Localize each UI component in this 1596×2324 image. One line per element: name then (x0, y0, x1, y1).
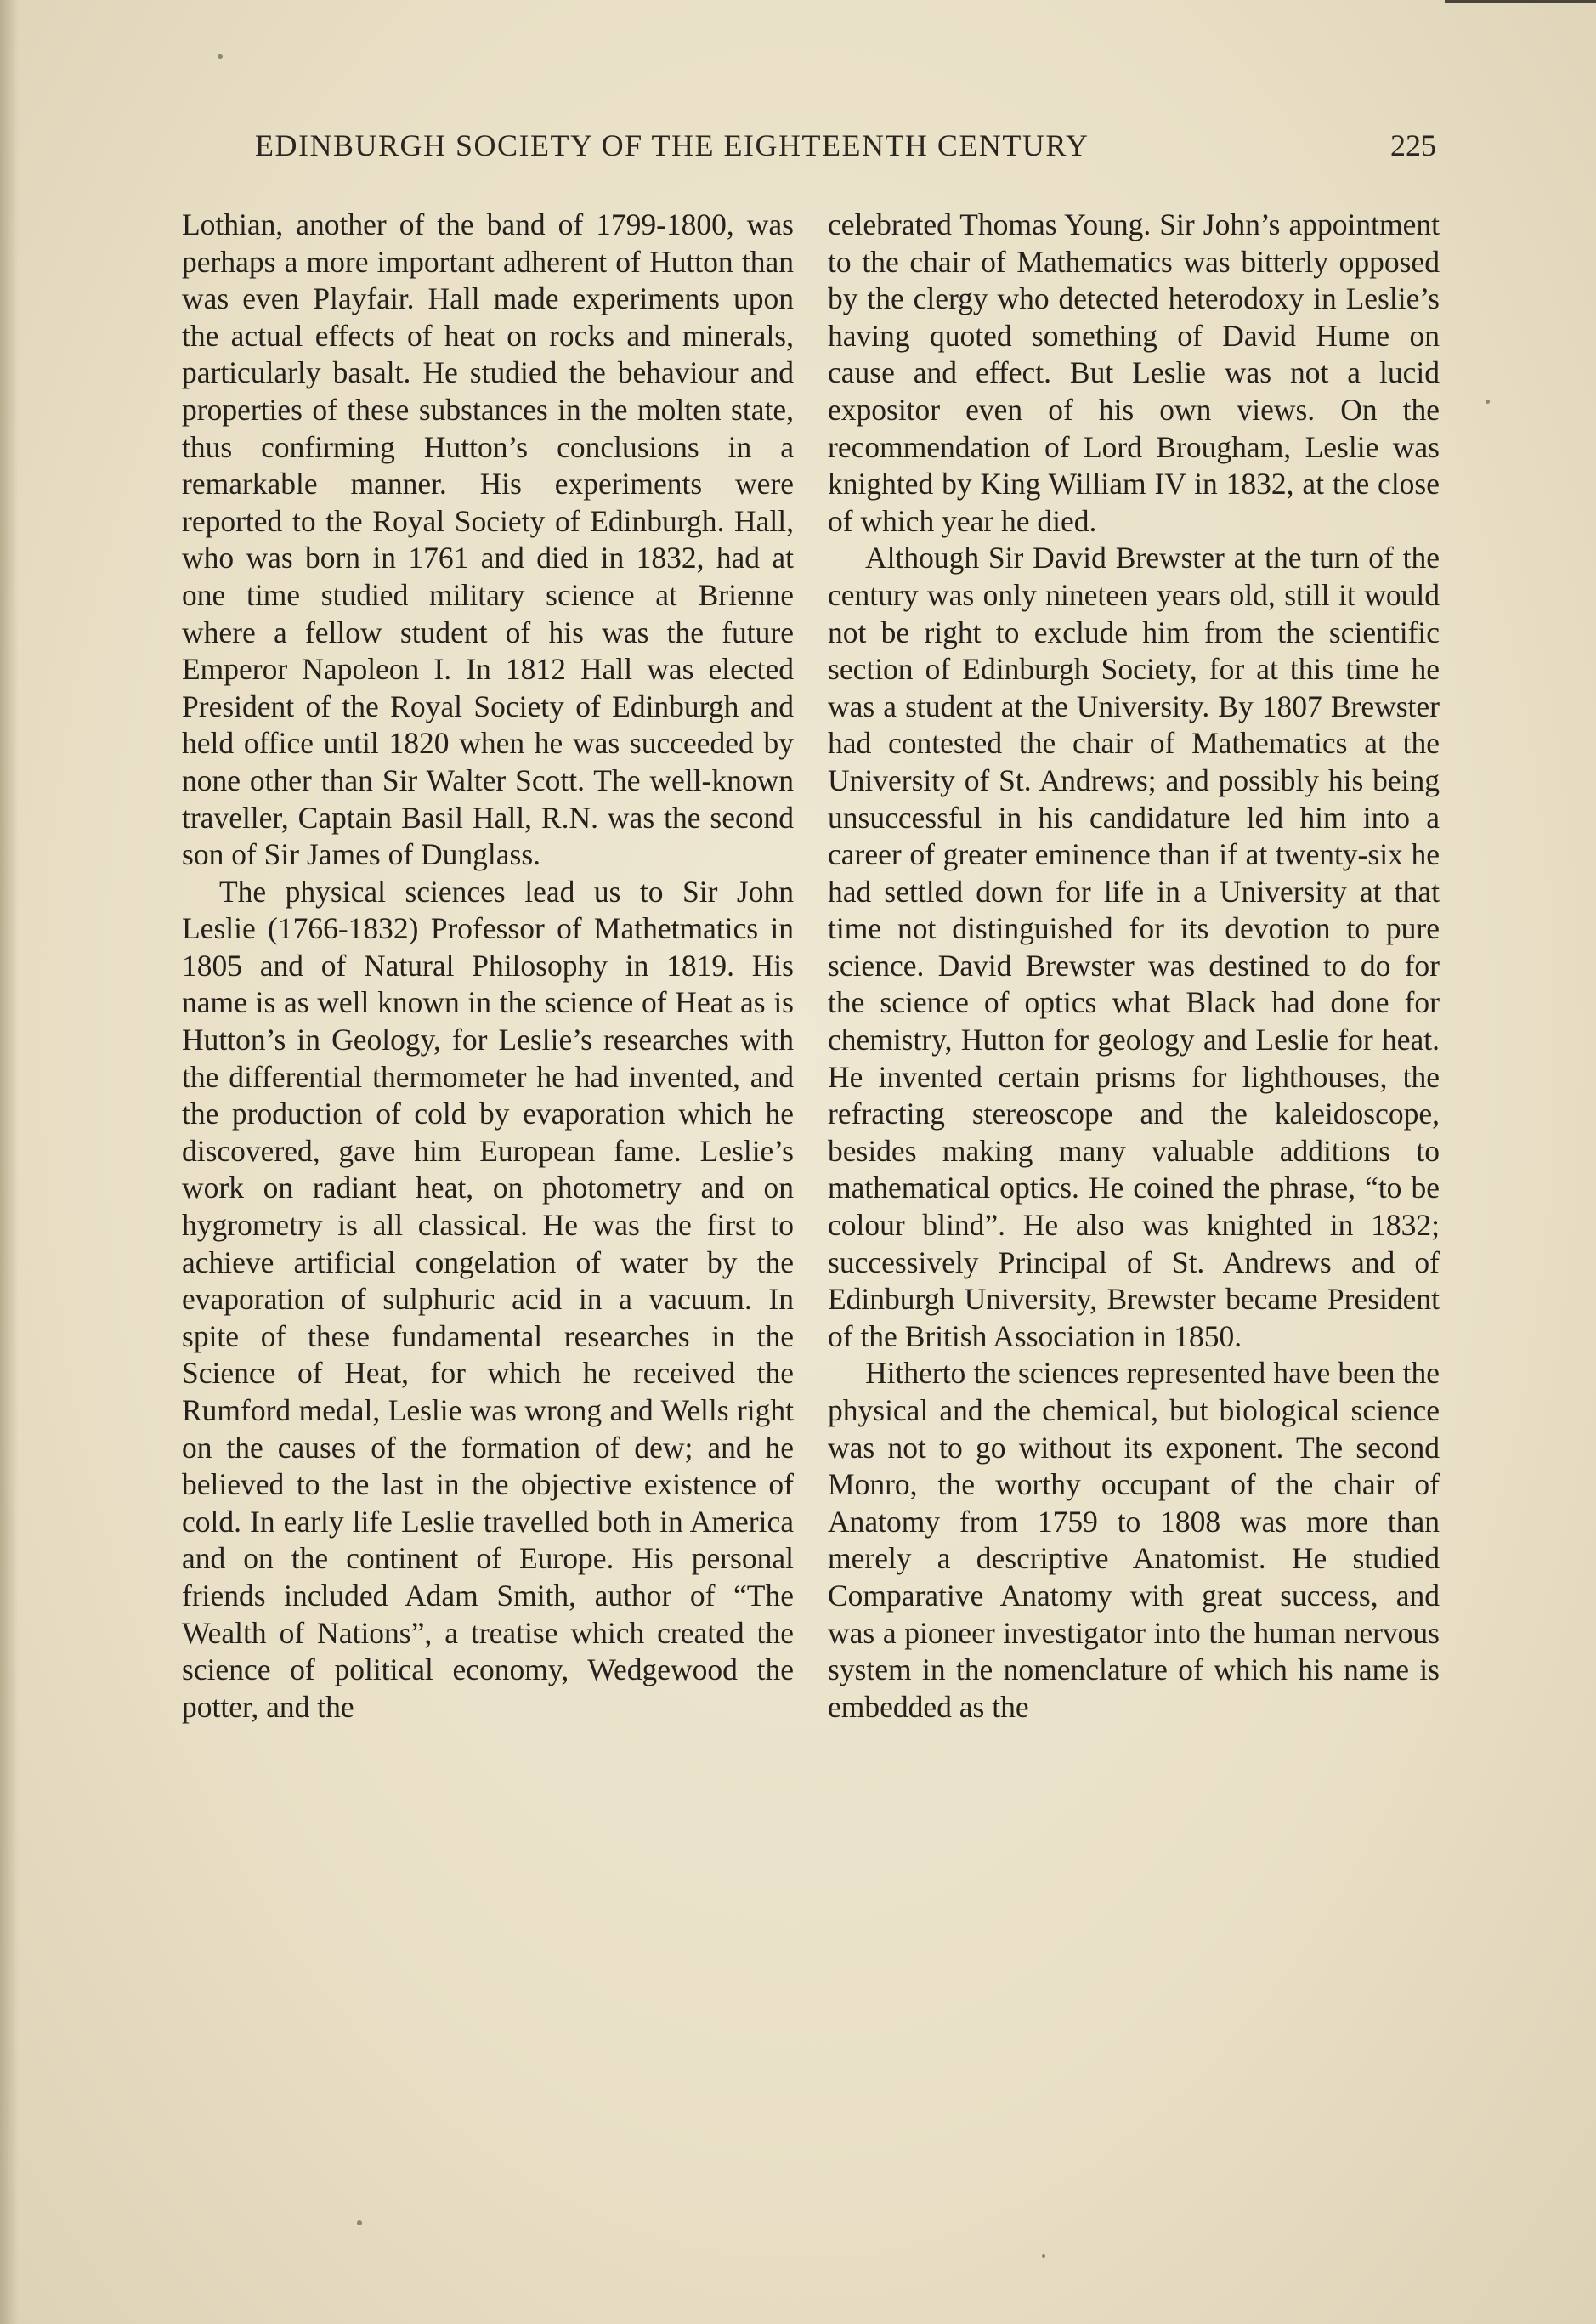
paragraph-david-brewster: Although Sir David Brewster at the turn of the century was only nineteen years old, still it would not be right to exclude him from the scientific section of Edinburgh Society, for at this time he was a student at the University. By 1807 Brewster had contested the chair of Mathematics at the University of St. Andrews; and possibly his being unsuccessful in his candidature led him into a career of greater eminence than if at twenty-six he had settled down for life in a University at that time not distinguished for its devotion to pure science. David Brewster was destined to do for the science of optics what Black had done for chemistry, Hutton for geology and Leslie for heat. He invented certain prisms for lighthouses, the refracting stereoscope and the kaleidoscope, besides making many valuable additions to mathematical optics. He coined the phrase, “to be colour blind”. He also was knighted in 1832; successively Principal of St. Andrews and of Edinburgh University, Brewster became President of the British Association in 1850. (828, 541, 1440, 1353)
paragraph-leslie-continued: celebrated Thomas Young. Sir John’s appointment to the chair of Mathematics was bitterly opposed by the clergy who detected heterodoxy in Leslie’s having quoted something of David Hume on cause and effect. But Leslie was not a lucid expositor even of his own views. On the recommendation of Lord Brougham, Leslie was knighted by King William IV in 1832, at the close of which year he died. (828, 207, 1440, 538)
left-column (182, 207, 794, 1726)
page-number: 225 (1390, 128, 1436, 162)
page-gutter-shadow (0, 0, 19, 2324)
paragraph-john-leslie: The physical sciences lead us to Sir John Leslie (1766-1832) Professor of Mathetmatics in 1805 and of Natural Philosophy in 1819. His name is as well known in the science of Heat as is Hutton’s in Geology, for Leslie’s researches with the differential thermometer he had invented, and the production of cold by evaporation which he discovered, gave him European fame. Leslie’s work on radiant heat, on photometry and on hygrometry is all classical. He was the first to achieve artificial congelation of water by the evaporation of sulphuric acid in a vacuum. In spite of these fundamental researches in the Science of Heat, for which he received the Rumford medal, Leslie was wrong and Wells right on the causes of the formation of dew; and he believed to the last in the objective existence of cold. In early life Leslie travelled both in America and on the continent of Europe. His personal friends included Adam Smith, author of “The Wealth of Nations”, a treatise which created the science of political economy, Wedgewood the potter, and the (182, 874, 794, 1724)
paragraph-monro: Hitherto the sciences represented have been the physical and the chemical, but biological science was not to go without its exponent. The second Monro, the worthy occupant of the chair of Anatomy from 1759 to 1808 was more than merely a descriptive Anatomist. He studied Comparative Anatomy with great success, and was a pioneer investigator into the human nervous system in the nomenclature of which his name is embedded as the (828, 1356, 1440, 1724)
right-column (828, 207, 1440, 1726)
paper-speck (1486, 400, 1490, 404)
page-top-edge (1445, 0, 1596, 3)
running-head (255, 128, 1436, 170)
paragraph-lothian-hall: Lothian, another of the band of 1799-1800, was perhaps a more important adherent of Hutton than was even Playfair. Hall made experiments upon the actual effects of heat on rocks and minerals, particularly basalt. He studied the behaviour and properties of these substances in the molten state, thus confirming Hutton’s conclusions in a remarkable manner. His experiments were reported to the Royal Society of Edinburgh. Hall, who was born in 1761 and died in 1832, had at one time studied military science at Brienne where a fellow student of his was the future Emperor Napoleon I. In 1812 Hall was elected President of the Royal Society of Edinburgh and held office until 1820 when he was succeeded by none other than Sir Walter Scott. The well-known traveller, Captain Basil Hall, R.N. was the second son of Sir James of Dunglass. (182, 207, 794, 872)
running-head-title: EDINBURGH SOCIETY OF THE EIGHTEENTH CENTURY (255, 128, 1089, 162)
paper-speck (218, 54, 223, 59)
paper-speck (1042, 2254, 1045, 2258)
paper-speck (357, 2220, 362, 2225)
